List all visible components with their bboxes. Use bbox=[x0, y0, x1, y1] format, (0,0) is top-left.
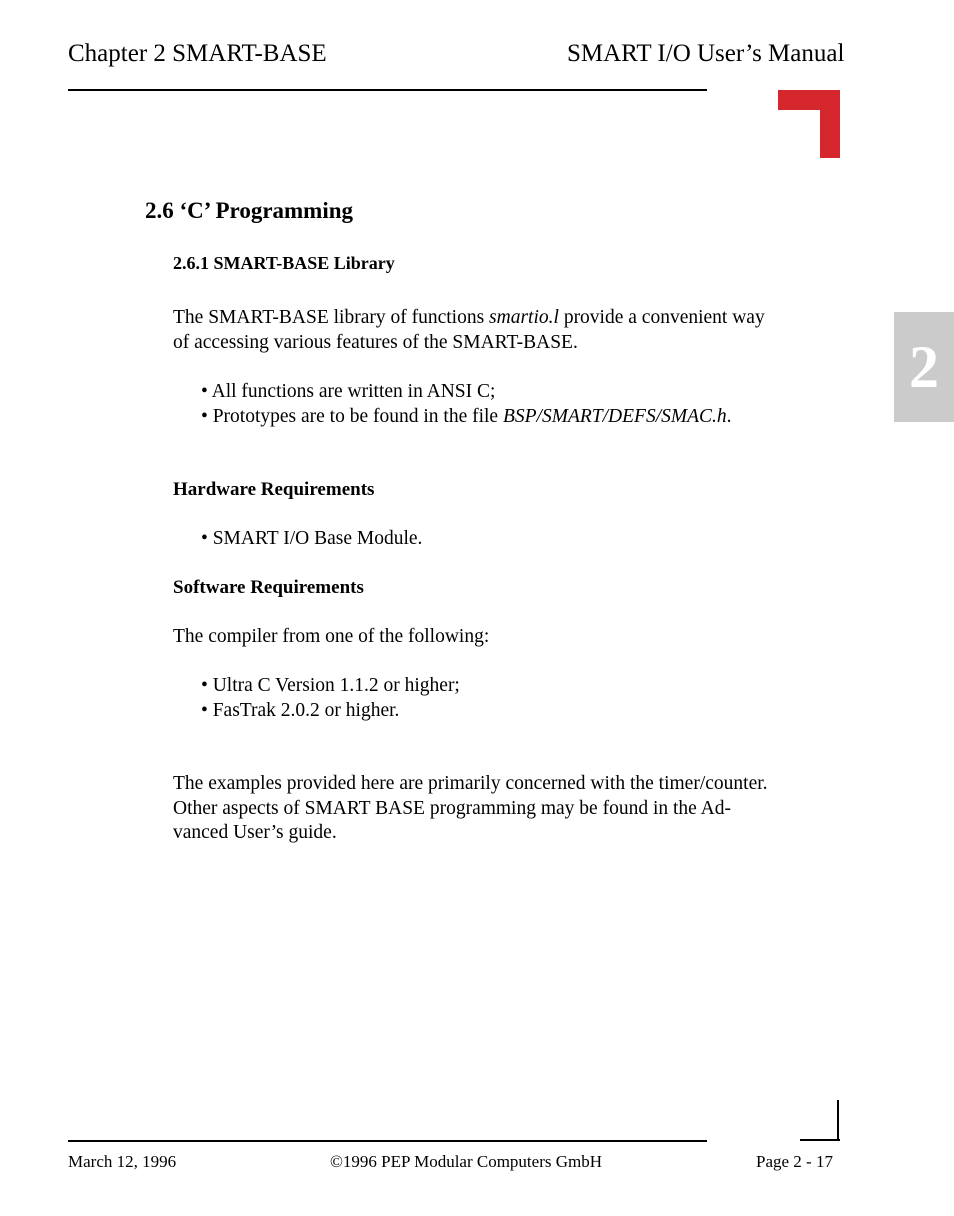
footer-rule bbox=[68, 1140, 707, 1142]
closing-line-1: The examples provided here are primarily concerned with the timer/counter. bbox=[173, 773, 768, 794]
chapter-side-tab bbox=[894, 312, 954, 422]
list-item: • All functions are written in ANSI C; bbox=[201, 381, 496, 402]
hardware-requirements-heading: Hardware Requirements bbox=[173, 479, 375, 500]
software-intro: The compiler from one of the following: bbox=[173, 626, 490, 647]
intro-line-2: of accessing various features of the SMART-BASE. bbox=[173, 331, 578, 353]
intro-line-1: The SMART-BASE library of functions smartio.l provide a convenient way bbox=[173, 307, 765, 328]
section-title: 2.6 ‘C’ Programming bbox=[145, 198, 354, 223]
header-manual-title: SMART I/O User’s Manual bbox=[567, 40, 845, 67]
header-rule bbox=[68, 89, 707, 91]
closing-paragraph bbox=[173, 772, 768, 846]
intro-paragraph bbox=[173, 306, 765, 355]
footer-page-number: Page 2 - 17 bbox=[756, 1152, 833, 1171]
subsection-title: 2.6.1 SMART-BASE Library bbox=[173, 253, 395, 273]
library-filename: smartio.l bbox=[489, 307, 559, 328]
closing-line-2: Other aspects of SMART BASE programming may be found in the Ad- bbox=[173, 797, 731, 819]
feature-list bbox=[201, 380, 732, 429]
list-item: • SMART I/O Base Module. bbox=[201, 528, 423, 549]
header-chapter: Chapter 2 SMART-BASE bbox=[68, 40, 327, 67]
footer-date: March 12, 1996 bbox=[68, 1152, 177, 1171]
corner-mark-bottom-vertical bbox=[837, 1100, 839, 1141]
footer-copyright: ©1996 PEP Modular Computers GmbH bbox=[330, 1152, 603, 1171]
list-item: • Ultra C Version 1.1.2 or higher; bbox=[201, 675, 460, 696]
software-requirements-heading: Software Requirements bbox=[173, 577, 364, 598]
closing-line-3: vanced User’s guide. bbox=[173, 822, 337, 843]
software-list bbox=[201, 674, 460, 723]
list-item: • Prototypes are to be found in the file BSP/SMART/DEFS/SMAC.h. bbox=[201, 405, 732, 427]
corner-mark-bottom-horizontal bbox=[800, 1139, 840, 1141]
list-item: • FasTrak 2.0.2 or higher. bbox=[201, 699, 400, 721]
chapter-side-tab-label: 2 bbox=[909, 333, 939, 400]
corner-mark-top-vertical bbox=[820, 90, 840, 158]
prototype-path: BSP/SMART/DEFS/SMAC.h bbox=[502, 405, 727, 427]
